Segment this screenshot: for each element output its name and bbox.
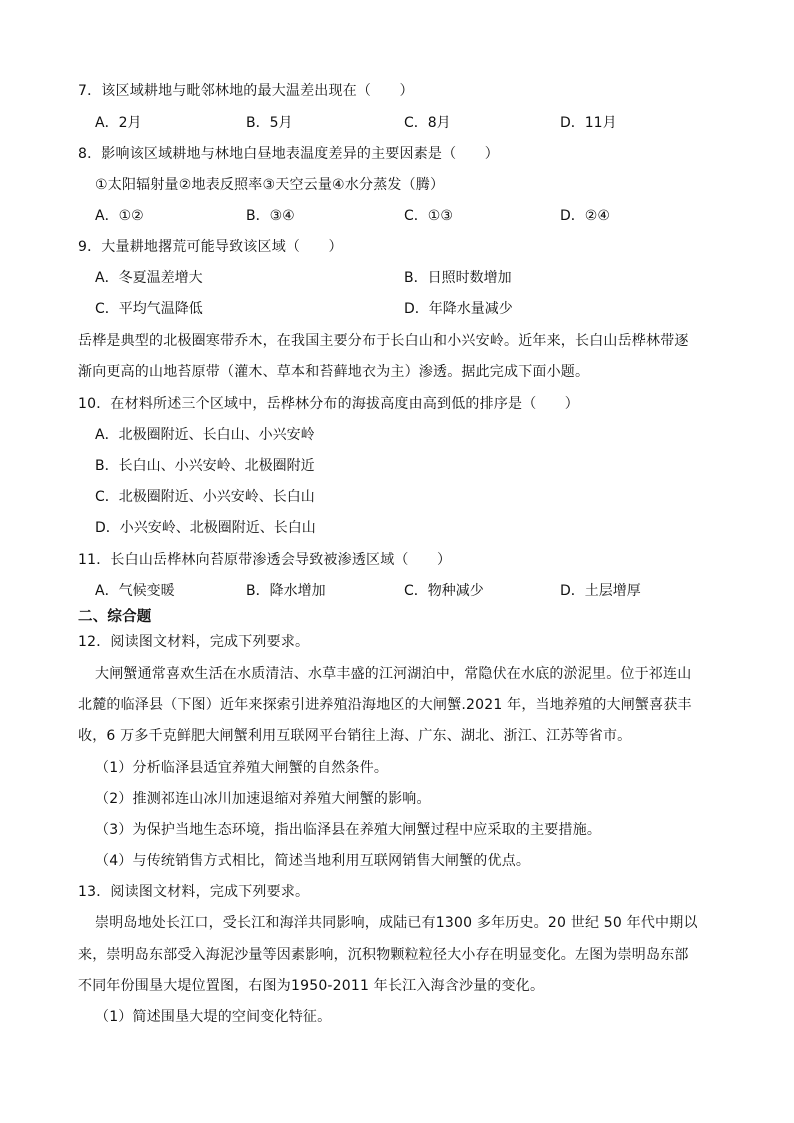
q8-factors: ①太阳辐射量②地表反照率③天空云量④水分蒸发（腾） [95,177,445,193]
q7-option-b: B．5月 [246,115,293,131]
q7-option-d: D．11月 [560,115,617,131]
q11-option-b: B．降水增加 [246,583,326,599]
q12-passage-line-3: 收，6 万多千克鲜肥大闸蟹利用互联网平台销往上海、广东、湖北、浙江、江苏等省市。 [78,728,632,744]
q9-stem: 9．大量耕地撂荒可能导致该区域（ ） [78,239,343,255]
birch-passage-line-1: 岳桦是典型的北极圈寒带乔木，在我国主要分布于长白山和小兴安岭。近年来，长白山岳桦林带逐 [78,333,689,349]
q12-stem: 12．阅读图文材料，完成下列要求。 [78,634,310,650]
q12-task-4: （4）与传统销售方式相比，简述当地利用互联网销售大闸蟹的优点。 [95,853,531,869]
q8-option-d: D．②④ [560,208,610,224]
q13-passage-line-2: 来，崇明岛东部受入海泥沙量等因素影响，沉积物颗粒粒径大小存在明显变化。左图为崇明岛东部 [78,947,689,963]
section-heading: 二、综合题 [78,609,152,625]
q12-passage-line-1: 大闸蟹通常喜欢生活在水质清洁、水草丰盛的江河湖泊中，常隐伏在水底的淤泥里。位于祁连山 [95,666,692,682]
q11-stem: 11．长白山岳桦林向苔原带渗透会导致被渗透区域（ ） [78,552,452,568]
q9-option-a: A．冬夏温差增大 [95,270,203,286]
q8-option-c: C．①③ [404,208,453,224]
q13-task-1: （1）简述围垦大堤的空间变化特征。 [95,1009,332,1025]
q10-stem: 10．在材料所述三个区域中，岳桦林分布的海拔高度由高到低的排序是（ ） [78,396,580,412]
q10-option-b: B．长白山、小兴安岭、北极圈附近 [95,458,315,474]
q12-task-2: （2）推测祁连山冰川加速退缩对养殖大闸蟹的影响。 [95,791,431,807]
q8-option-a: A．①② [95,208,144,224]
q13-passage-line-1: 崇明岛地处长江口，受长江和海洋共同影响，成陆已有1300 多年历史。20 世纪 50 年代中期以 [95,915,698,931]
q10-option-a: A．北极圈附近、长白山、小兴安岭 [95,427,315,443]
birch-passage-line-2: 渐向更高的山地苔原带（灌木、草本和苔藓地衣为主）渗透。据此完成下面小题。 [78,364,590,380]
q8-option-b: B．③④ [246,208,295,224]
q11-option-a: A．气候变暖 [95,583,175,599]
q9-option-c: C．平均气温降低 [95,301,203,317]
q11-option-c: C．物种减少 [404,583,484,599]
q7-stem: 7．该区域耕地与毗邻林地的最大温差出现在（ ） [78,83,414,99]
q13-passage-line-3: 不同年份围垦大堤位置图，右图为1950-2011 年长江入海含沙量的变化。 [78,978,545,994]
q12-task-3: （3）为保护当地生态环境，指出临泽县在养殖大闸蟹过程中应采取的主要措施。 [95,822,602,838]
q12-passage-line-2: 北麓的临泽县（下图）近年来探索引进养殖沿海地区的大闸蟹.2021 年，当地养殖的大闸蟹喜获丰 [78,697,692,713]
q13-stem: 13．阅读图文材料，完成下列要求。 [78,884,310,900]
q10-option-d: D．小兴安岭、北极圈附近、长白山 [95,520,316,536]
q12-task-1: （1）分析临泽县适宜养殖大闸蟹的自然条件。 [95,760,389,776]
q8-stem: 8．影响该区域耕地与林地白昼地表温度差异的主要因素是（ ） [78,146,499,162]
q7-option-a: A．2月 [95,115,142,131]
q10-option-c: C．北极圈附近、小兴安岭、长白山 [95,489,315,505]
q9-option-b: B．日照时数增加 [404,270,512,286]
q11-option-d: D．土层增厚 [560,583,641,599]
q9-option-d: D．年降水量减少 [404,301,513,317]
q7-option-c: C．8月 [404,115,451,131]
